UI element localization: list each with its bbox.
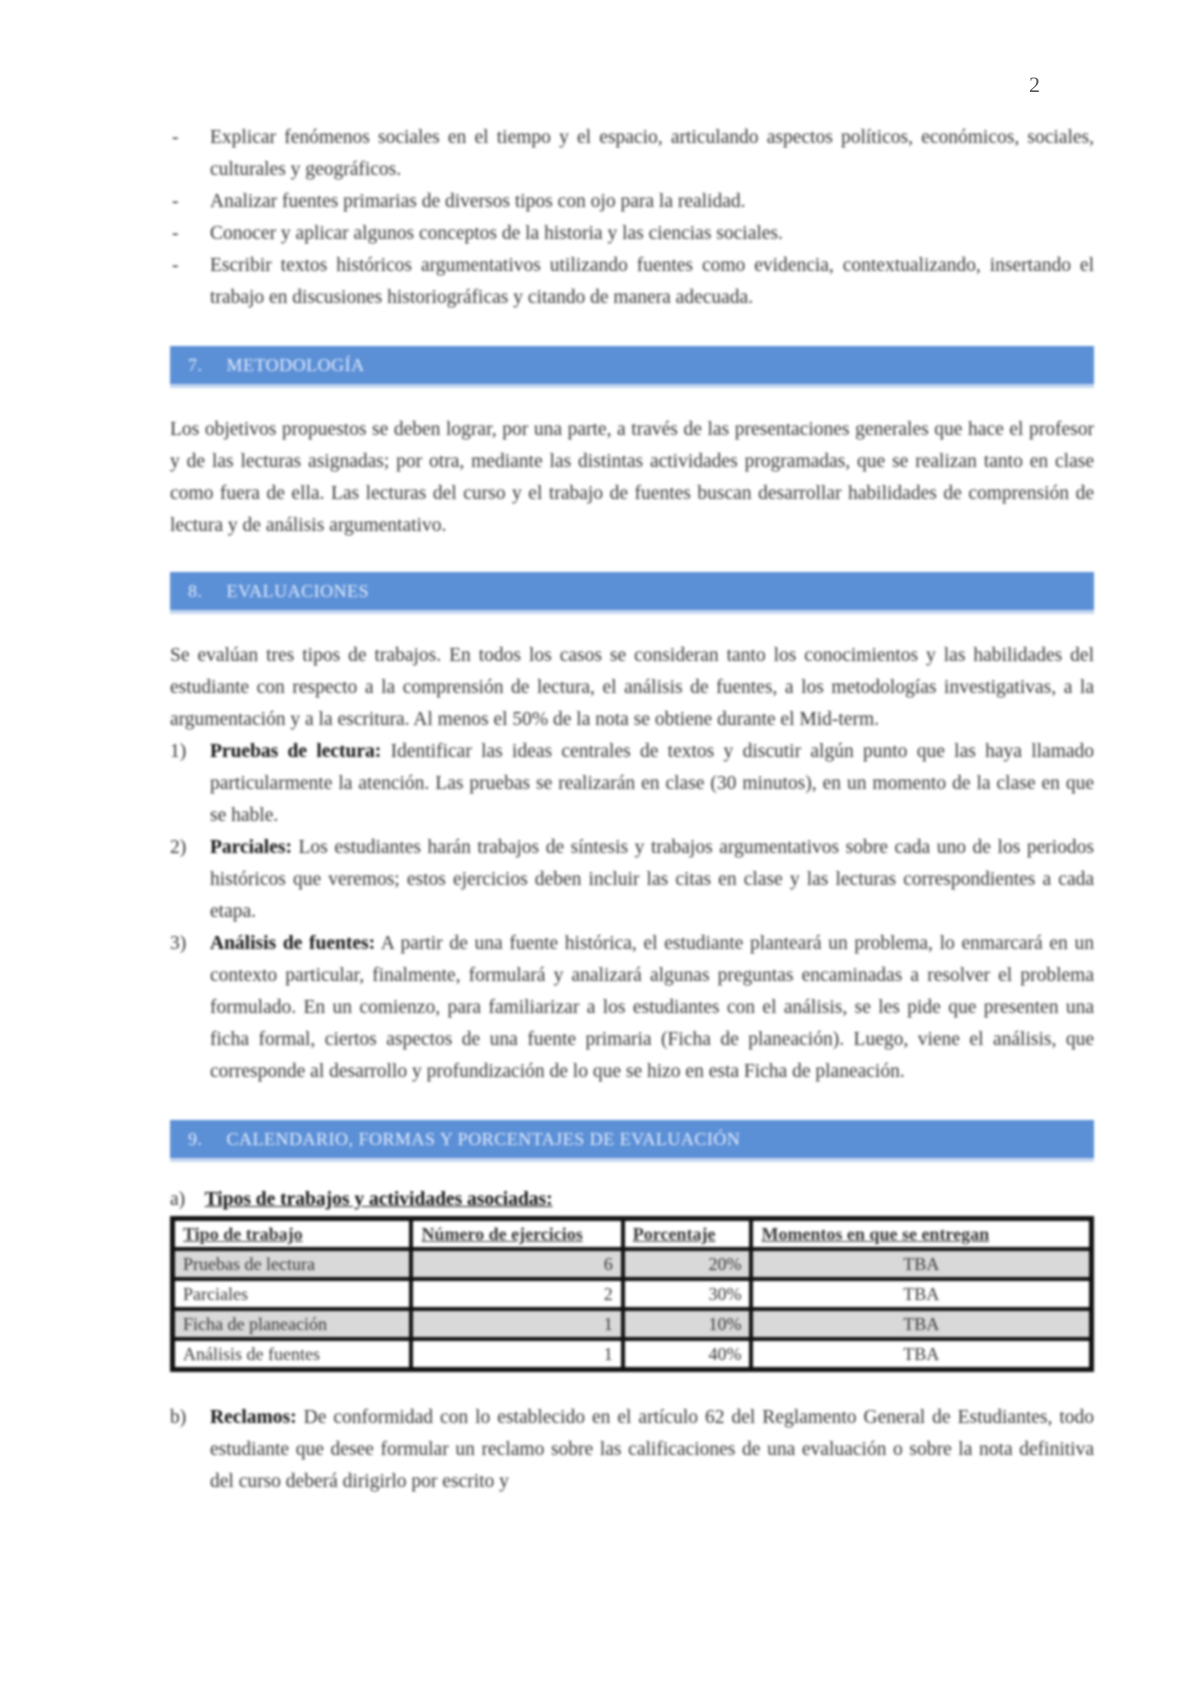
reclamos-list bbox=[170, 1402, 1094, 1498]
table-row bbox=[173, 1339, 1092, 1370]
table-cell: 2 bbox=[411, 1279, 622, 1309]
list-item: 1) Pruebas de lectura: Identificar las ideas centrales de textos y discutir algún punto que las haya llamado particularmente la atención. Las pruebas se realizarán en clase (30 minutos), en un momento de la clase en que se hable. bbox=[170, 741, 1095, 826]
section-title: EVALUACIONES bbox=[226, 581, 370, 601]
section-title: METODOLOGÍA bbox=[226, 355, 365, 375]
table-cell: 10% bbox=[623, 1309, 752, 1339]
list-item: - Explicar fenómenos sociales en el tiempo y el espacio, articulando aspectos políticos, económicos, sociales, culturales y geográficos. bbox=[170, 122, 1094, 186]
bullet-icon: - bbox=[172, 255, 179, 276]
evaluation-table bbox=[170, 1216, 1094, 1372]
metodologia-paragraph: Los objetivos propuestos se deben lograr, por una parte, a través de las presentaciones generales que hace el profesor y de las lecturas asignadas; por otra, mediante las distintas actividades programadas, que se realizan tanto en clase como fuera de ella. Las lecturas del curso y el trabajo de fuentes buscan desarrollar habilidades de comprensión de lectura y de análisis argumentativo. bbox=[170, 419, 1094, 536]
table-cell: 1 bbox=[411, 1339, 622, 1370]
column-header: Momentos en que se entregan bbox=[751, 1219, 1091, 1250]
bullet-icon: - bbox=[172, 223, 179, 244]
column-header: Porcentaje bbox=[623, 1219, 752, 1250]
table-cell: Parciales bbox=[173, 1279, 412, 1309]
table-cell: TBA bbox=[751, 1339, 1091, 1370]
table-cell: TBA bbox=[751, 1309, 1091, 1339]
table-cell: Pruebas de lectura bbox=[173, 1249, 412, 1279]
table-row bbox=[173, 1279, 1092, 1309]
bullet-icon: - bbox=[172, 191, 179, 212]
table-row bbox=[173, 1309, 1092, 1339]
list-item: b) Reclamos: De conformidad con lo establecido en el artículo 62 del Reglamento General de Estudiantes, todo estudiante que desee formular un reclamo sobre las calificaciones de una evaluación o sobre la nota definitiva del curso deberá dirigirlo por escrito y bbox=[170, 1407, 1095, 1492]
table-header-row bbox=[173, 1219, 1092, 1250]
table-cell: TBA bbox=[751, 1249, 1091, 1279]
table-row bbox=[173, 1249, 1092, 1279]
table-cell: 30% bbox=[623, 1279, 752, 1309]
column-header: Número de ejercicios bbox=[411, 1219, 622, 1250]
section-heading-metodologia: 7. METODOLOGÍA bbox=[170, 346, 1094, 384]
item-title: Pruebas de lectura: bbox=[210, 741, 382, 762]
table-cell: 6 bbox=[411, 1249, 622, 1279]
objectives-list bbox=[170, 122, 1094, 314]
section-title: CALENDARIO, FORMAS Y PORCENTAJES DE EVALUACIÓN bbox=[226, 1129, 741, 1149]
page-content bbox=[170, 122, 1094, 1498]
evaluation-types-list bbox=[170, 736, 1094, 1088]
table-cell: Análisis de fuentes bbox=[173, 1339, 412, 1370]
list-item: 2) Parciales: Los estudiantes harán trabajos de síntesis y trabajos argumentativos sobre cada uno de los periodos históricos que veremos; estos ejercicios deben incluir las citas en clase y las lecturas correspondientes a cada etapa. bbox=[170, 837, 1094, 922]
item-title: Análisis de fuentes: bbox=[210, 933, 376, 954]
list-item: - Conocer y aplicar algunos conceptos de la historia y las ciencias sociales. bbox=[170, 218, 1094, 250]
table-cell: 40% bbox=[623, 1339, 752, 1370]
table-cell: TBA bbox=[751, 1279, 1091, 1309]
column-header: Tipo de trabajo bbox=[173, 1219, 412, 1250]
table-cell: Ficha de planeación bbox=[173, 1309, 412, 1339]
page-number: 2 bbox=[1029, 72, 1040, 97]
list-item: - Escribir textos históricos argumentativos utilizando fuentes como evidencia, contextualizando, insertando el trabajo en discusiones historiográficas y citando de manera adecuada. bbox=[170, 250, 1094, 314]
table-caption: a) Tipos de trabajos y actividades asociadas: bbox=[170, 1189, 553, 1210]
table-cell: 1 bbox=[411, 1309, 622, 1339]
item-title: Parciales: bbox=[210, 837, 292, 858]
evaluaciones-intro: Se evalúan tres tipos de trabajos. En todos los casos se consideran tanto los conocimientos y las habilidades del estudiante con respecto a la comprensión de lectura, el análisis de fuentes, a los metodologías investigativas, a la argumentación y a la escritura. Al menos el 50% de la nota se obtiene durante el Mid-term. bbox=[170, 645, 1094, 730]
list-item: 3) Análisis de fuentes: A partir de una fuente histórica, el estudiante planteará un problema, lo enmarcará en un contexto particular, finalmente, formulará y analizará algunas preguntas encaminadas a resolver el problema formulado. En un comienzo, para familiarizar a los estudiantes con el análisis, se les pide que presenten una ficha formal, ciertos aspectos de una fuente primaria (Ficha de planeación). Luego, viene el análisis, que corresponde al desarrollo y profundización de lo que se hizo en esta Ficha de planeación. bbox=[170, 933, 1094, 1082]
section-heading-calendario: 9. CALENDARIO, FORMAS Y PORCENTAJES DE EVALUACIÓN bbox=[170, 1120, 1094, 1158]
list-item: - Analizar fuentes primarias de diversos tipos con ojo para la realidad. bbox=[170, 186, 1094, 218]
item-title: Reclamos: bbox=[210, 1407, 297, 1428]
bullet-icon: - bbox=[172, 127, 179, 148]
table-cell: 20% bbox=[623, 1249, 752, 1279]
section-heading-evaluaciones: 8. EVALUACIONES bbox=[170, 572, 1094, 610]
